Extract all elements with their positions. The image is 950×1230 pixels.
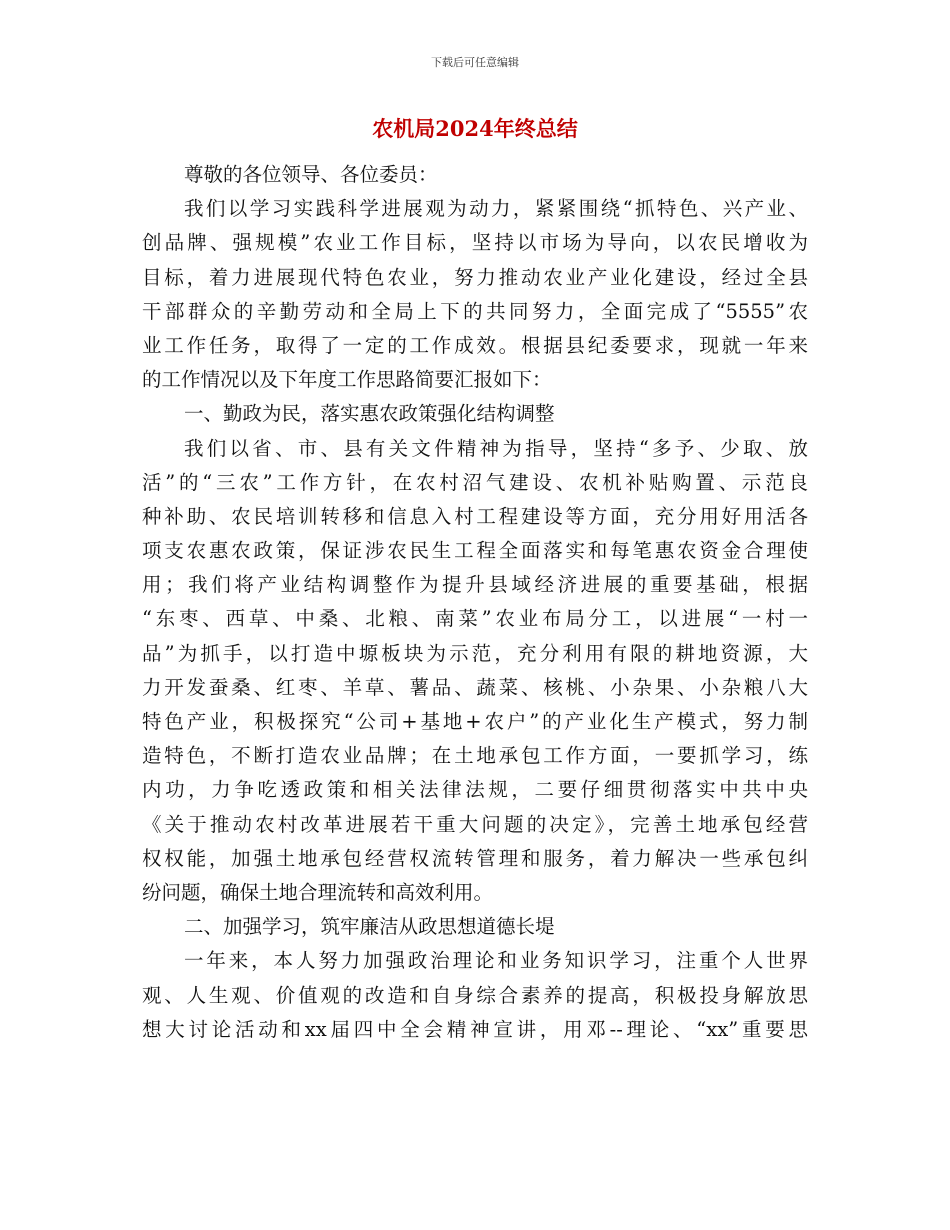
body-line: 种补助、农民培训转移和信息入村工程建设等方面，充分用好用活各 [142,504,808,528]
body-line: 《关于推动农村改革进展若干重大问题的决定》，完善土地承包经营 [142,812,808,836]
body-line: 一年来，本人努力加强政治理论和业务知识学习，注重个人世界 [184,949,808,973]
body-line: 业工作任务，取得了一定的工作成效。根据县纪委要求，现就一年来 [142,333,808,357]
body-line: 力开发蚕桑、红枣、羊草、薯品、蔬菜、核桃、小杂果、小杂粮八大 [142,675,808,699]
body-line: 用；我们将产业结构调整作为提升县域经济进展的重要基础，根据 [142,573,808,597]
body-line: 尊敬的各位领导、各位委员： [184,163,438,186]
header-note: 下载后可任意编辑 [431,56,519,69]
body-line: 纷问题，确保土地合理流转和高效利用。 [142,880,494,904]
body-line: 想大讨论活动和xx届四中全会精神宣讲，用邓--理论、“xx”重要思 [142,1017,808,1041]
document-title: 农机局2024年终总结 [372,116,578,141]
body-line: 权权能，加强土地承包经营权流转管理和服务，着力解决一些承包纠 [142,846,808,870]
body-line: 一、勤政为民，落实惠农政策强化结构调整 [184,402,555,426]
body-line: 造特色，不断打造农业品牌；在土地承包工作方面，一要抓学习，练 [142,744,808,768]
body-line: 项支农惠农政策，保证涉农民生工程全面落实和每笔惠农资金合理使 [142,539,808,563]
body-line: 二、加强学习，筑牢廉洁从政思想道德长堤 [184,915,555,939]
body-line: 观、人生观、价值观的改造和自身综合素养的提高，积极投身解放思 [142,983,808,1007]
body-line: 内功，力争吃透政策和相关法律法规，二要仔细贯彻落实中共中央 [142,778,808,802]
body-line: 我们以学习实践科学进展观为动力，紧紧围绕“抓特色、兴产业、 [184,197,808,221]
body-line: “东枣、西草、中桑、北粮、南菜”农业布局分工，以进展“一村一 [142,607,808,631]
body-line: 创品牌、强规模”农业工作目标，坚持以市场为导向，以农民增收为 [142,231,808,255]
body-line: 特色产业，积极探究“公司+基地+农户”的产业化生产模式，努力制 [142,710,808,733]
document-body [142,158,808,1047]
body-line: 的工作情况以及下年度工作思路简要汇报如下： [142,368,552,392]
body-line: 干部群众的辛勤劳动和全局上下的共同努力，全面完成了“5555”农 [142,299,808,323]
body-line: 目标，着力进展现代特色农业，努力推动农业产业化建设，经过全县 [142,265,808,289]
body-line: 我们以省、市、县有关文件精神为指导，坚持“多予、少取、放 [184,436,808,460]
body-line: 品”为抓手，以打造中塬板块为示范，充分利用有限的耕地资源，大 [142,641,808,665]
body-line: 活”的“三农”工作方针，在农村沼气建设、农机补贴购置、示范良 [142,470,808,494]
